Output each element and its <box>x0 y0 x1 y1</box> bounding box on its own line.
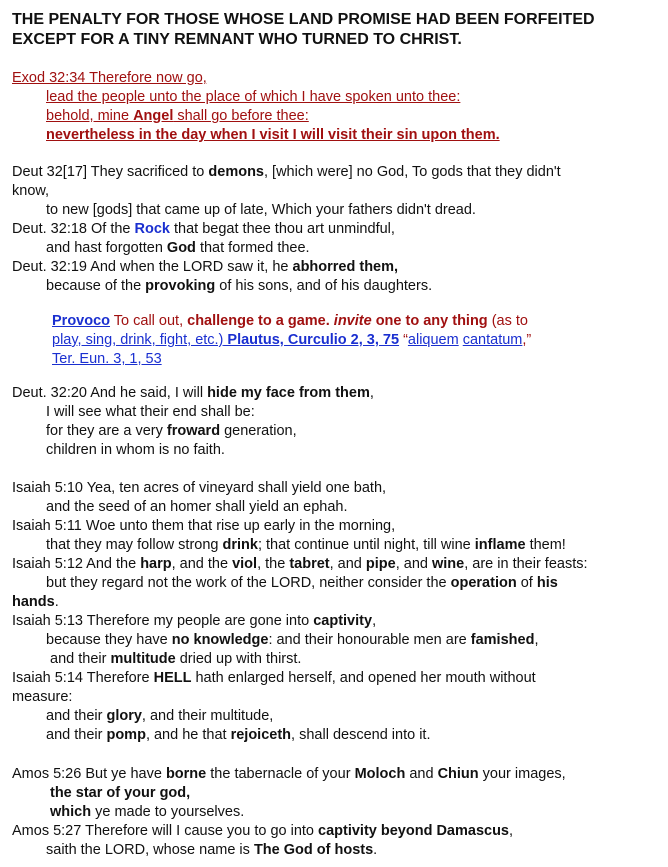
plautus-link[interactable]: Plautus, Curculio 2, 3, 75 <box>223 332 400 348</box>
deut-32-20-block: Deut. 32:20 And he said, I will hide my face from them, I will see what their end shall be: for they are a very froward generation, children in whom is no faith. <box>12 385 374 458</box>
title-line-1: THE PENALTY FOR THOSE WHOSE LAND PROMISE HAD BEEN FORFEITED <box>12 11 595 28</box>
exod-line-1: Exod 32:34 Therefore now go, <box>12 70 207 86</box>
deut-32-18-block: Deut. 32:18 Of the Rock that begat thee thou art unmindful, and hast forgotten God that formed thee. <box>12 221 395 256</box>
exod-line-4: nevertheless in the day when I visit I will visit their sin upon them. <box>46 127 500 143</box>
exod-32-34-block <box>12 69 662 145</box>
cantatum-link[interactable]: cantatum <box>462 332 523 348</box>
exod-line-3: behold, mine Angel shall go before thee: <box>46 108 309 124</box>
isaiah-5-block: Isaiah 5:10 Yea, ten acres of vineyard shall yield one bath, and the seed of an homer shall yield an ephah. Isaiah 5:11 Woe unto them that rise up early in the morning, that they may follow strong drink; that continue until night, till wine inflame them! Isaiah 5:12 And the harp, and the viol, the tabret, and pipe, and wine, are in their feasts: but they regard not the work of the LORD, neither consider the operation of his hands. Isaiah 5:13 Therefore my people are gone into captivity, because they have no knowledge: and their honourable men are famished, and their multitude dried up with thirst. Isaiah 5:14 Therefore HELL hath enlarged herself, and opened her mouth without measure: and their glory, and their multitude, and their pomp, and he that rejoiceth, shall descend into it. <box>12 480 588 743</box>
exod-line-2: lead the people unto the place of which I have spoken unto thee: <box>46 89 461 105</box>
provoco-link[interactable]: Provoco <box>52 313 111 329</box>
latin-definition-note: Provoco To call out, challenge to a game. invite one to any thing (as to play, sing, drink, fight, etc.) Plautus, Curculio 2, 3, 75 “aliquem cantatum,” Ter. Eun. 3, 1, 53 <box>52 313 532 367</box>
title-line-2: EXCEPT FOR A TINY REMNANT WHO TURNED TO CHRIST. <box>12 31 462 48</box>
angel-word: Angel <box>133 108 174 124</box>
aliquem-link[interactable]: aliquem <box>407 332 459 348</box>
terence-link[interactable]: Ter. Eun. 3, 1, 53 <box>52 351 162 367</box>
page-title <box>12 10 662 50</box>
play-sing-link[interactable]: play, sing, drink, fight, etc.) <box>52 332 224 348</box>
amos-5-block: Amos 5:26 But ye have borne the tabernacle of your Moloch and Chiun your images, the star of your god, which ye made to yourselves. Amos 5:27 Therefore will I cause you to go into captivity beyond Damascus, saith the LORD, whose name is The God of hosts. <box>12 766 566 858</box>
deut-32-17-block: Deut 32[17] They sacrificed to demons, [which were] no God, To gods that they didn't know, to new [gods] that came up of late, Which your fathers didn't dread. <box>12 164 561 218</box>
rock-word: Rock <box>134 221 170 237</box>
deut-32-19-block: Deut. 32:19 And when the LORD saw it, he abhorred them, because of the provoking of his sons, and of his daughters. <box>12 259 433 294</box>
